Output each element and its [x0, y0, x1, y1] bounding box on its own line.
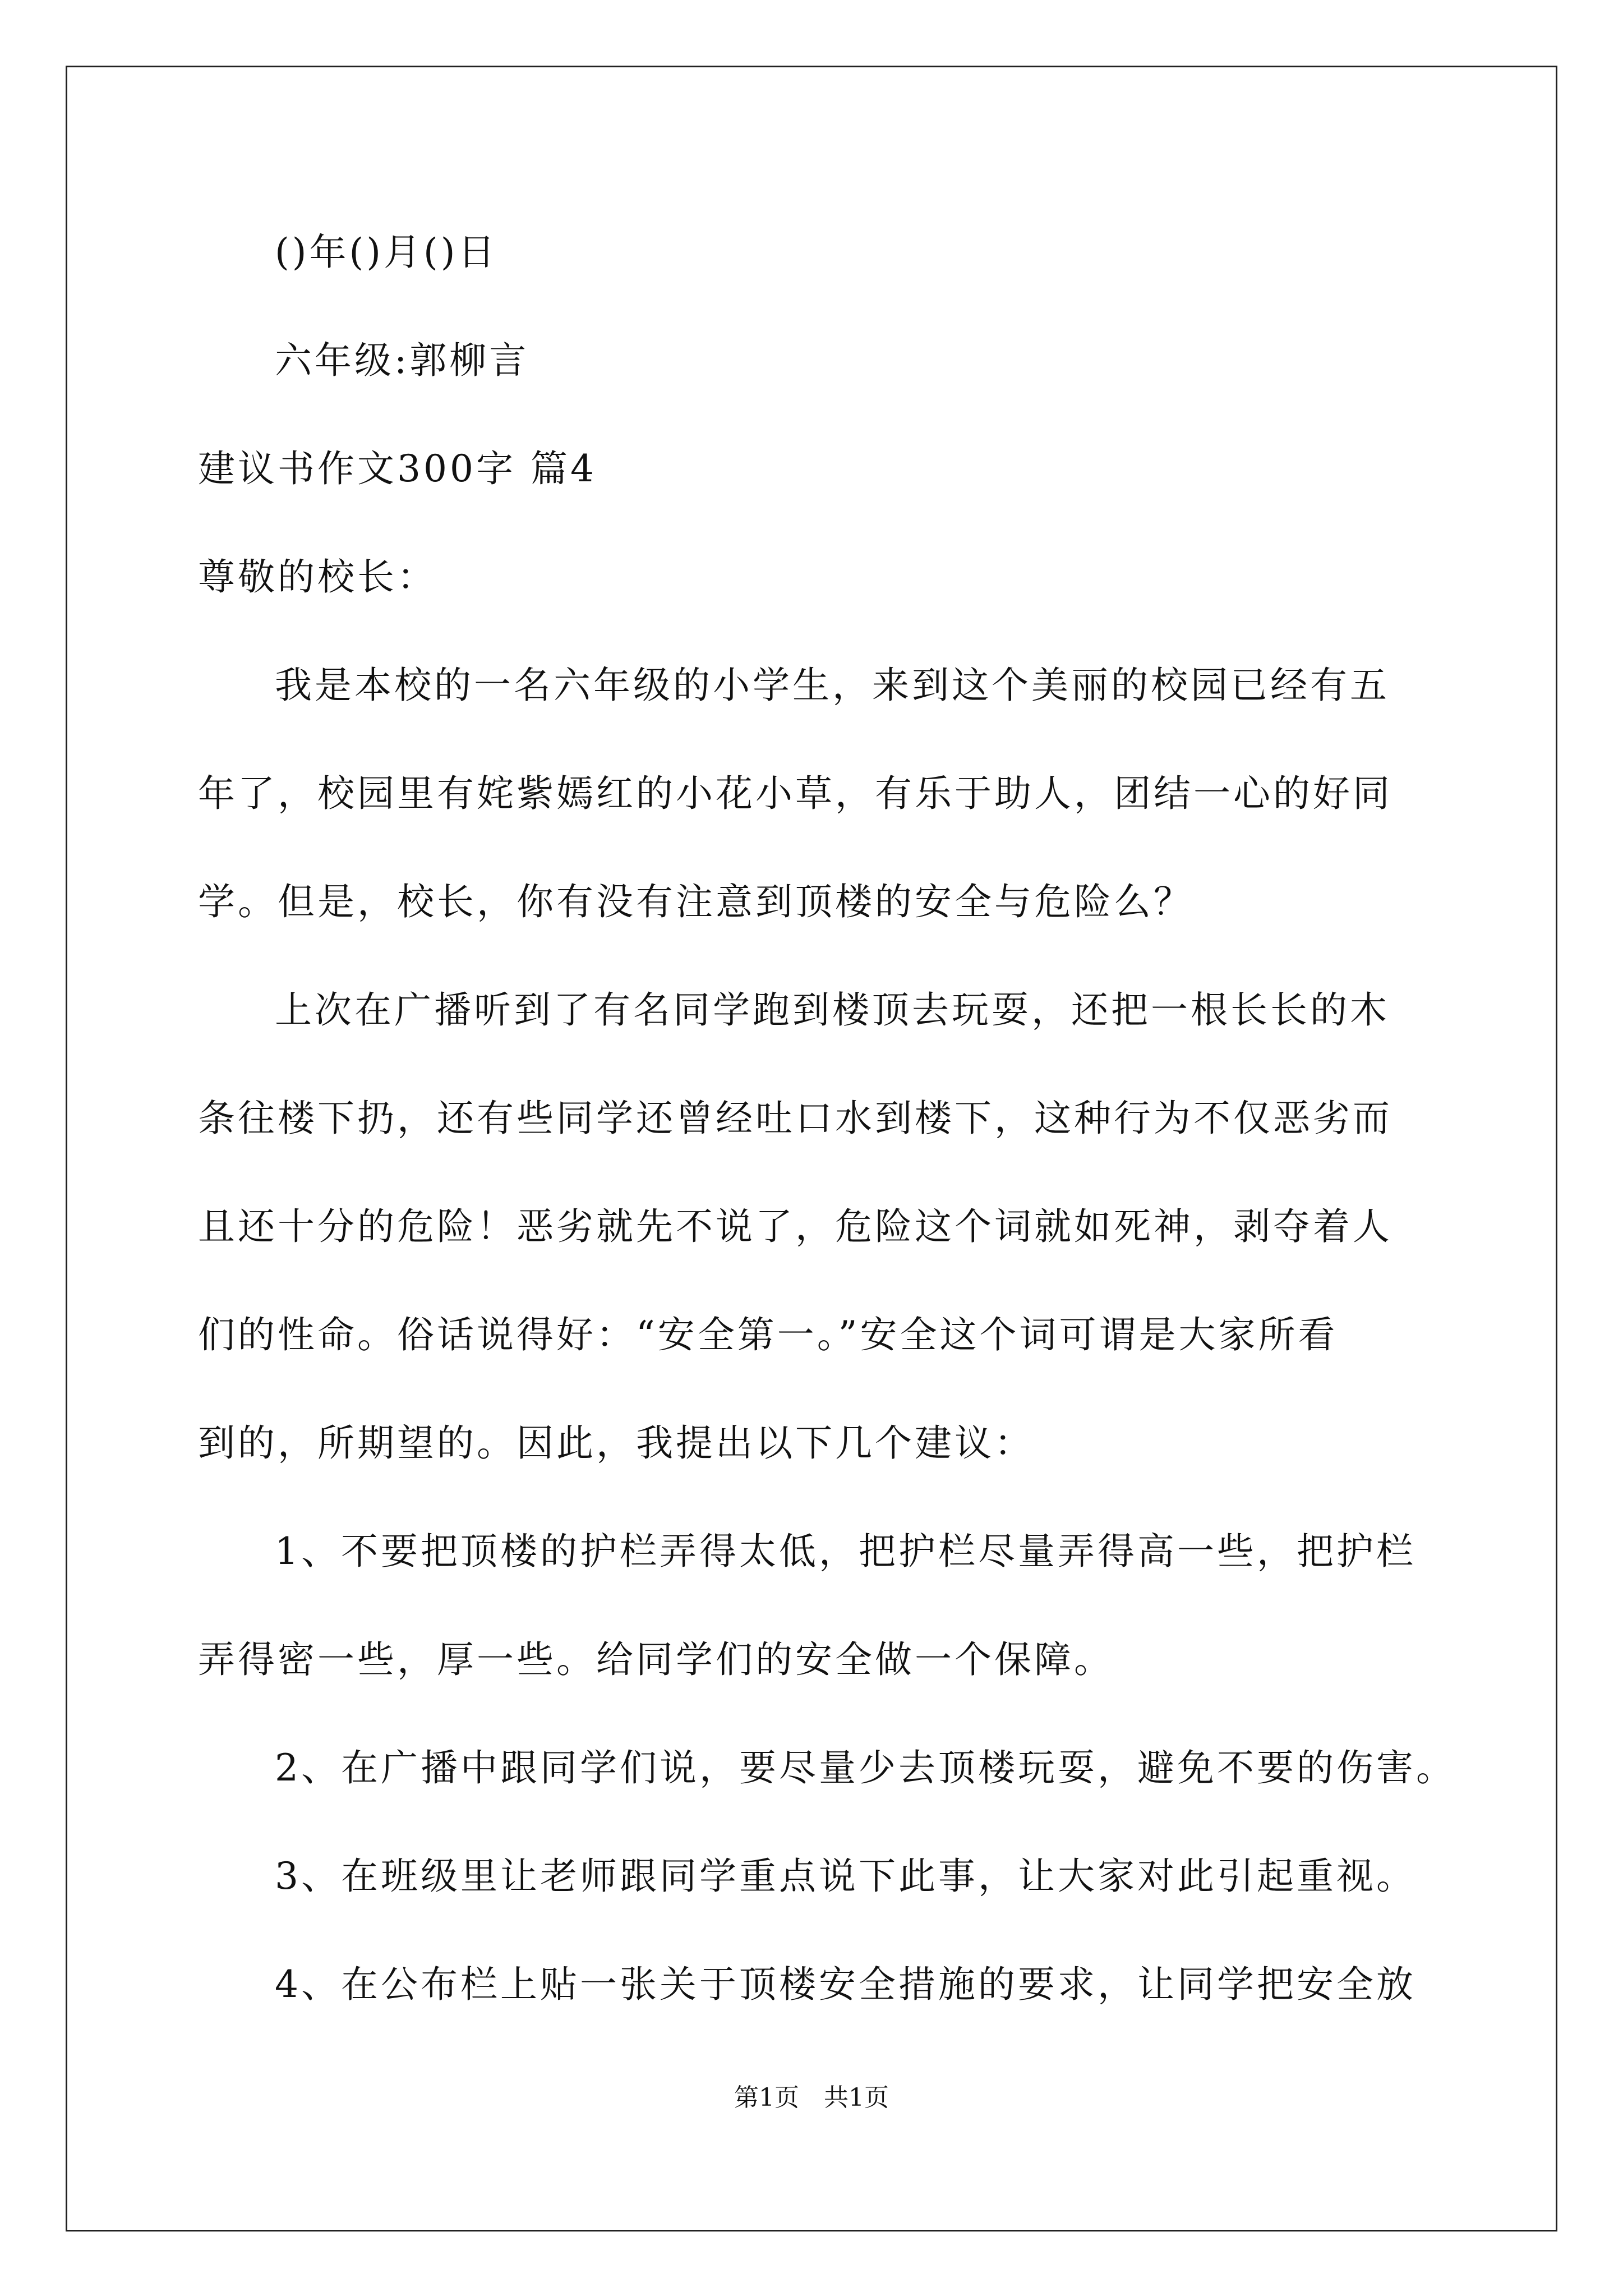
- paragraph-line: 到的，所期望的。因此，我提出以下几个建议：: [198, 1421, 1034, 1465]
- date-line: ()年()月()日: [275, 231, 498, 274]
- essay-title: 建议书作文300字 篇4: [198, 447, 597, 490]
- paragraph-line: 2、在广播中跟同学们说，要尽量少去顶楼玩耍，避免不要的伤害。: [275, 1746, 1456, 1789]
- paragraph-line: 学。但是，校长，你有没有注意到顶楼的安全与危险么？: [198, 880, 1193, 923]
- author-line: 六年级:郭柳言: [275, 339, 529, 382]
- paragraph-line: 年了，校园里有姹紫嫣红的小花小草，有乐于助人，团结一心的好同: [198, 772, 1393, 815]
- paragraph-line: 4、在公布栏上贴一张关于顶楼安全措施的要求，让同学把安全放: [275, 1963, 1416, 2006]
- paragraph-line: 3、在班级里让老师跟同学重点说下此事，让大家对此引起重视。: [275, 1855, 1416, 1898]
- paragraph-line: 1、不要把顶楼的护栏弄得太低，把护栏尽量弄得高一些，把护栏: [275, 1530, 1416, 1573]
- paragraph-line: 们的性命。俗话说得好：“安全第一。”安全这个词可谓是大家所看: [198, 1313, 1338, 1356]
- page-footer: 第1页 共1页: [734, 2083, 889, 2112]
- salutation: 尊敬的校长：: [198, 555, 437, 599]
- paragraph-line: 且还十分的危险！恶劣就先不说了，危险这个词就如死神，剥夺着人: [198, 1205, 1393, 1248]
- paragraph-line: 条往楼下扔，还有些同学还曾经吐口水到楼下，这种行为不仅恶劣而: [198, 1097, 1393, 1140]
- paragraph-line: 我是本校的一名六年级的小学生，来到这个美丽的校园已经有五: [275, 664, 1390, 707]
- page-border: [66, 66, 1557, 2231]
- paragraph-line: 弄得密一些，厚一些。给同学们的安全做一个保障。: [198, 1638, 1114, 1681]
- paragraph-line: 上次在广播听到了有名同学跑到楼顶去玩耍，还把一根长长的木: [275, 988, 1390, 1032]
